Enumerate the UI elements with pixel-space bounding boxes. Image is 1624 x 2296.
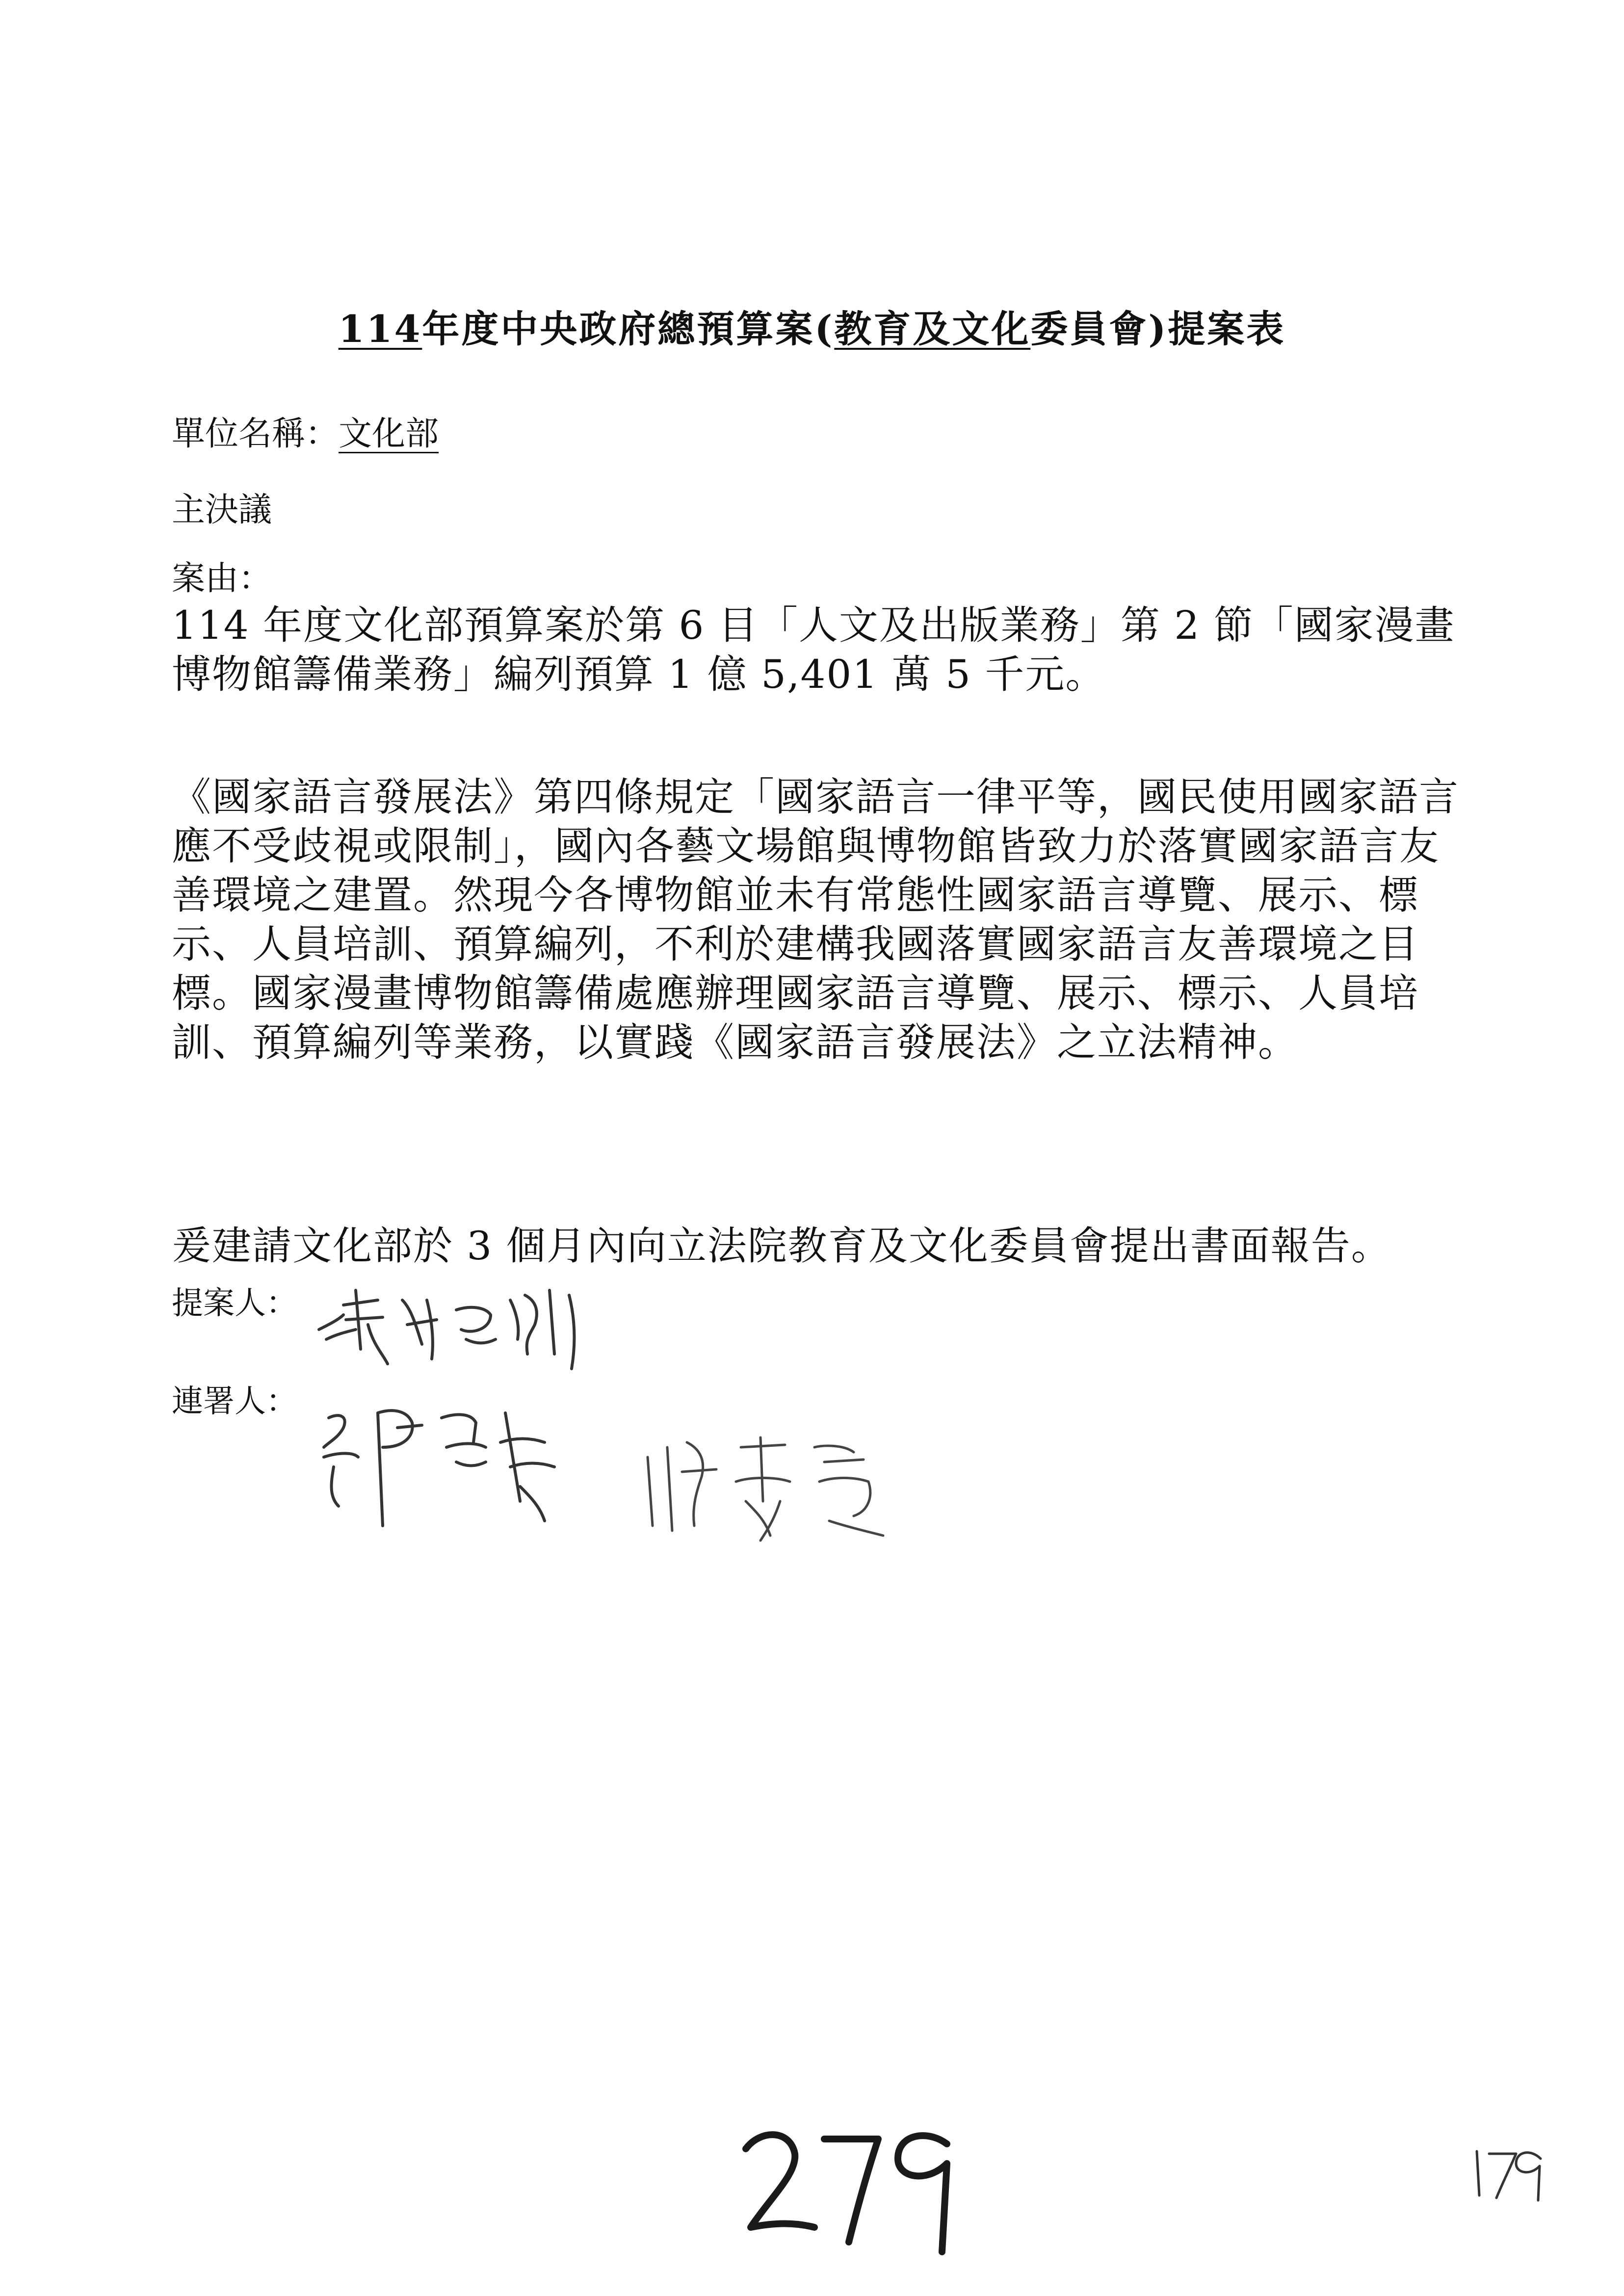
reason-body-2: [172, 773, 1477, 1067]
document-title: [0, 299, 1624, 353]
title-end: 委員會)提案表: [1030, 307, 1286, 351]
reason-label: 案由：: [172, 559, 272, 598]
paragraph-request: 爰建請文化部於 3 個月內向立法院教育及文化委員會提出書面報告。: [172, 1223, 1391, 1269]
paragraph-budget: 114 年度文化部預算案於第 6 目「人文及出版業務」第 2 節「國家漫畫博物館籌備業務」編列預算 1 億 5,401 萬 5 千元。: [172, 602, 1455, 697]
page-number-corner: [1467, 2141, 1545, 2205]
page-number-main: [731, 2110, 967, 2257]
resolution-type: 主決議: [172, 491, 272, 529]
proposer-label: 提案人：: [172, 1285, 297, 1322]
reason-body-3: [172, 1222, 1477, 1271]
paragraph-language-law: 《國家語言發展法》第四條規定「國家語言一律平等，國民使用國家語言應不受歧視或限制」，國內各藝文場館與博物館皆致力於落實國家語言友善環境之建置。然現今各博物館並未有常態性國家語言導覽、展示、標示、人員培訓、預算編列，不利於建構我國落實國家語言友善環境之目標。國家漫畫博物館籌備處應辦理國家語言導覽、展示、標示、人員培訓、預算編列等業務，以實踐《國家語言發展法》之立法精神。: [172, 774, 1459, 1065]
cosigner-signature-1: [309, 1383, 584, 1540]
unit-line: [172, 407, 439, 455]
unit-label: 單位名稱：: [172, 415, 339, 453]
title-mid: 年度中央政府總預算案(: [422, 307, 835, 351]
reason-body: [172, 601, 1477, 699]
cosigner-label: 連署人：: [172, 1383, 297, 1420]
proposer-signature: [309, 1271, 603, 1388]
cosigner-signature-2: [638, 1428, 922, 1555]
title-committee: 教育及文化: [834, 307, 1031, 351]
title-year: 114: [338, 307, 422, 351]
unit-value: 文化部: [339, 415, 439, 453]
